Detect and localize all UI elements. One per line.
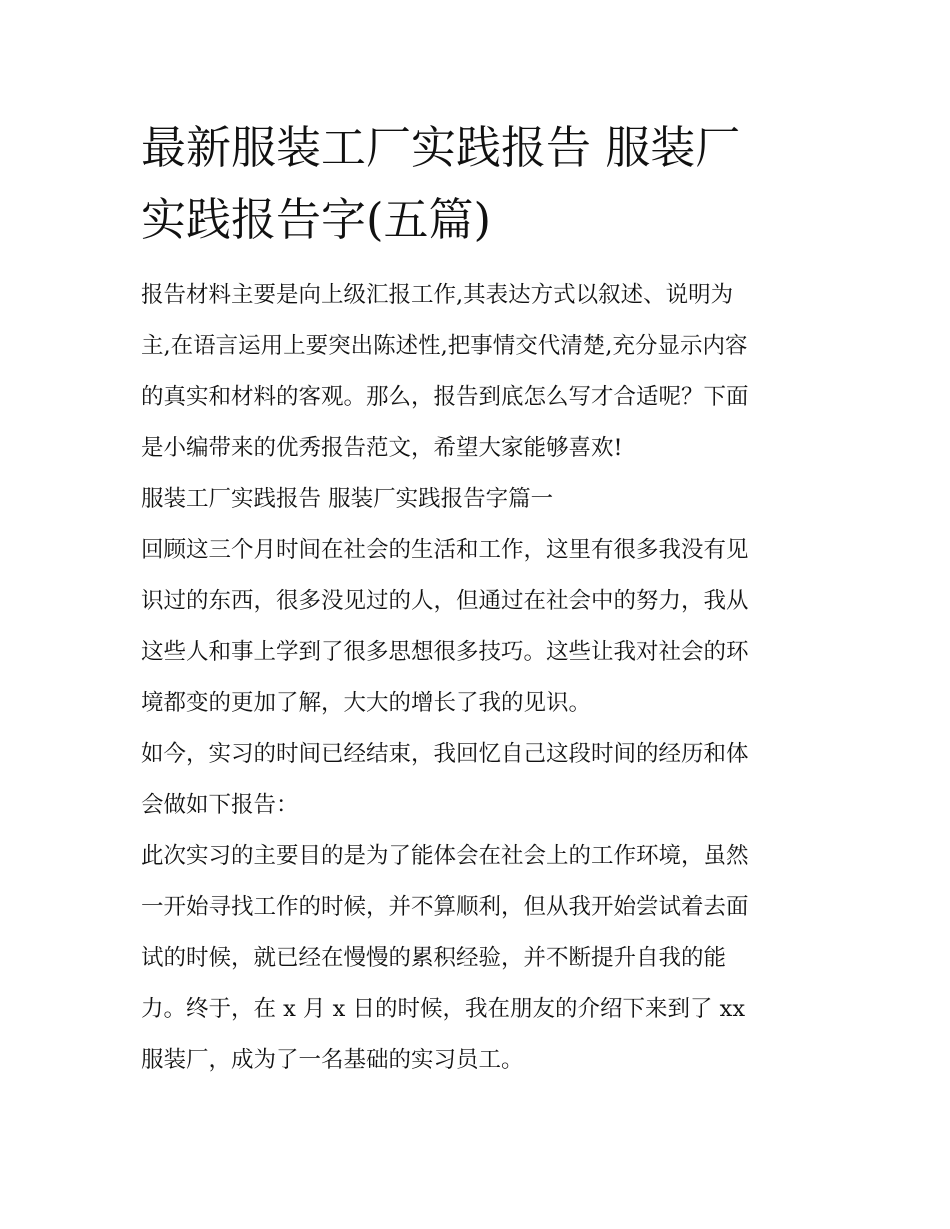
document-content bbox=[141, 112, 813, 1086]
paragraph-line: 此次实习的主要目的是为了能体会在社会上的工作环境，虽然 bbox=[141, 843, 749, 869]
body-paragraph bbox=[141, 831, 813, 1086]
paragraph-line: 会做如下报告： bbox=[141, 792, 299, 818]
section-heading-line: 服装工厂实践报告 服装厂实践报告字篇一 bbox=[141, 486, 554, 512]
title-line: 实践报告字(五篇) bbox=[141, 193, 492, 246]
body-paragraph bbox=[141, 729, 813, 831]
paragraph-line: 报告材料主要是向上级汇报工作,其表达方式以叙述、说明为 bbox=[141, 282, 734, 308]
paragraph-line: 主,在语言运用上要突出陈述性,把事情交代清楚,充分显示内容 bbox=[141, 333, 748, 359]
body-paragraph bbox=[141, 525, 813, 729]
paragraph-line: 境都变的更加了解，大大的增长了我的见识。 bbox=[141, 690, 592, 716]
paragraph-line: 服装厂，成为了一名基础的实习员工。 bbox=[141, 1047, 524, 1073]
paragraph-line: 力。终于，在 x 月 x 日的时候，我在朋友的介绍下来到了 xx bbox=[141, 996, 746, 1022]
title-line: 最新服装工厂实践报告 服装厂 bbox=[141, 121, 741, 174]
document-title bbox=[141, 112, 813, 256]
paragraph-line: 如今，实习的时间已经结束，我回忆自己这段时间的经历和体 bbox=[141, 741, 749, 767]
paragraph-line: 一开始寻找工作的时候，并不算顺利，但从我开始尝试着去面 bbox=[141, 894, 749, 920]
paragraph-line: 试的时候，就已经在慢慢的累积经验，并不断提升自我的能 bbox=[141, 945, 727, 971]
paragraph-line: 的真实和材料的客观。那么，报告到底怎么写才合适呢？下面 bbox=[141, 384, 749, 410]
section-heading bbox=[141, 474, 813, 525]
paragraph-line: 这些人和事上学到了很多思想很多技巧。这些让我对社会的环 bbox=[141, 639, 749, 665]
paragraph-line: 回顾这三个月时间在社会的生活和工作，这里有很多我没有见 bbox=[141, 537, 749, 563]
paragraph-line: 识过的东西，很多没见过的人，但通过在社会中的努力，我从 bbox=[141, 588, 749, 614]
intro-paragraph bbox=[141, 270, 813, 474]
paragraph-line: 是小编带来的优秀报告范文，希望大家能够喜欢! bbox=[141, 435, 623, 461]
